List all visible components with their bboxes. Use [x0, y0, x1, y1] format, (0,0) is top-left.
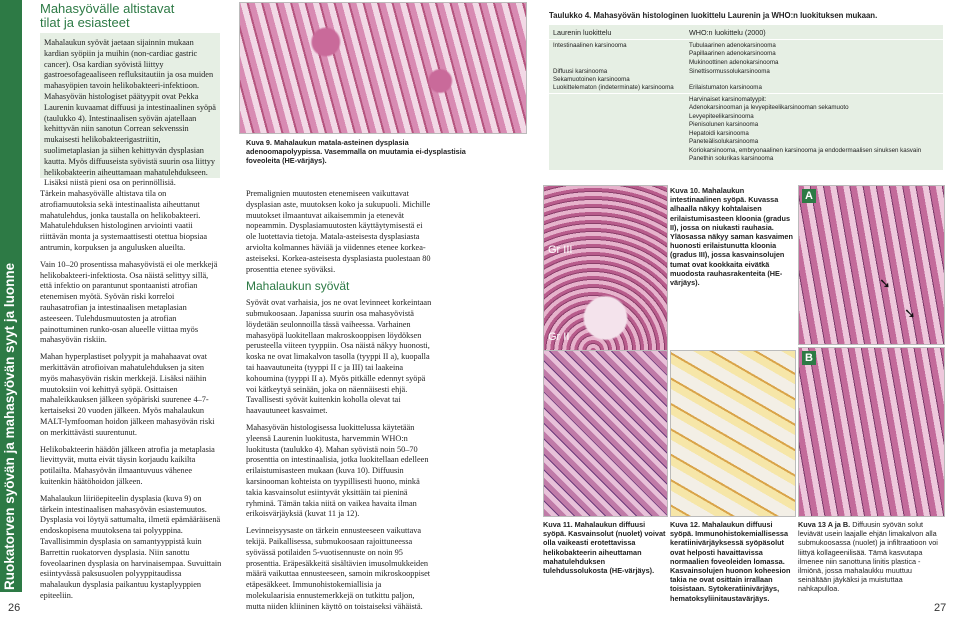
figure-caption-text: Mahalaukun diffuusi syöpä. Kasvainsolut (nuolet) voivat olla vaikeasti erotettavissa helikobakteerin aiheuttaman mahatulehduksen tulehdussolukosta (HE-värjäys).	[543, 520, 666, 576]
arrow-icon: ➘	[879, 277, 891, 292]
table-header-who: WHO:n luokittelu (2000)	[689, 28, 766, 37]
figure-label: Kuva 12.	[670, 520, 701, 529]
section-title-line1: Mahasyövälle altistavat	[40, 1, 175, 16]
table-cell: Paneteälisolukarsinooma	[689, 138, 759, 145]
table-cell: Erilaistumaton karsinooma	[689, 84, 762, 91]
table-cell: Diffuusi karsinooma	[553, 68, 608, 75]
figure-9-image	[239, 2, 527, 134]
table-cell: Harvinaiset karsinomatyypit:	[689, 96, 767, 103]
panel-tag: A	[802, 189, 816, 203]
figure-caption-text: Diffuusin syövän solut leviävät usein laajalle ehjän limakalvon alla submukoosassa (nuolet) ja infiltraatioon voi liittyä kollageenilisää. Tämä kasvutapa ilmenee niin sanottuna linitis plastica -ilmiönä, jossa mahalaukku muuttuu seinältään jäykäksi ja muistuttaa nahkapulloa.	[798, 520, 938, 594]
table-cell: Panethin solurikas karsinooma	[689, 155, 774, 162]
figure-label: Kuva 9.	[246, 138, 272, 147]
figure-13b-image	[798, 347, 945, 517]
page-number-right: 27	[934, 602, 947, 614]
table-cell: Mukinoottinen adenokarsinooma	[689, 59, 779, 66]
running-title-bar	[0, 0, 22, 592]
section-title	[40, 2, 220, 30]
paragraph: Syövät ovat varhaisia, jos ne ovat levinneet korkeintaan submukoosaan. Japanissa suurin osa mahasyövistä löydetään seulonnoilla tässä vaiheessa. Varhainen mahasyöpä luokitellaan makroskooppisen löydöksen perusteella viiteen tyyppiin. Osa näistä näkyy huonosti, koska ne ovat limakalvon tasolla (tyyppi II a), kuopalla tai haavautuneita (tyyppi II c ja III) tai laakeina kohoumina (tyyppi II a). Myös pitkälle edennyt syöpä voi kätkeytyä seinään, joka on näennäisesti ehjä. Tavallisesti syövät kuitenkin koholla olevat tai haavautuneet kasvaimet.	[246, 298, 432, 416]
paragraph: Tärkein mahasyövälle altistava tila on atrofiamuutoksia sekä intestinaalista aiheuttanut mahatulehdus, jonka taustalla on helikobakteeri. Mahatulehduksen histologinen arviointi vaatii riittävän monta ja systemaattisesti otettua biopsiaa antrumin, korpuksen ja angulusken alueilta.	[40, 189, 208, 252]
table-cell: Levyepiteelikarsinooma	[689, 113, 754, 120]
table-cell: Hepatoidi karsinooma	[689, 130, 749, 137]
table-4-title: Taulukko 4. Mahasyövän histologinen luokittelu Laurenin ja WHO:n luokituksen mukaan.	[549, 11, 878, 20]
figure-caption-text: Mahalaukun matala-asteinen dysplasia adenoomapolyypissa. Vasemmalla on muutamia ei-dysplastisia foveoleita (HE-värjäys).	[246, 138, 466, 166]
paragraph: Mahasyövän histologisessa luokittelussa käytetään yleensä Laurenin luokitusta, harvemmin WHO:n luokitusta (taulukko 4). Mahan syövistä noin 50–70 prosenttia on intestinaalisia, jotka luokitellaan edelleen erilaistumisasteen mukaan (kuva 10). Diffuusin karsinooman kohteista on tyypillisesti huono, minkä takia kasvainsolut esiintyvät yksittäin tai pieninä ryhminä. Tämän takia niitä on vaikea havaita ilman erikoisvärjäyksiä (kuvat 11 ja 12).	[246, 422, 429, 519]
figure-label: Kuva 11.	[543, 520, 573, 529]
figure-caption-text: Mahalaukun diffuusi syöpä. Immunohistokemiallisessa keratiinivärjäyksessä syöpäsolut ovat helposti havaittavissa normaalien foveoleiden lomassa. Kasvainsolujen huonon koheesion takia ne ovat osittain irrallaan toisistaan. Sytokeratiinivärjäys, hematoksyliinitaustavärjäys.	[670, 520, 791, 603]
arrow-icon: ➘	[904, 307, 916, 322]
table-cell: Intestinaalinen karsinooma	[553, 42, 627, 49]
grade-label: Gr II	[548, 331, 570, 343]
figure-12-image	[670, 350, 796, 517]
paragraph: Mahan hyperplastiset polyypit ja mahahaavat ovat merkittävän atrofioivan mahatulehduksen ja siten myös mahasyövän riskin merkkejä. Lisäksi näihin muutoksiin voi kehittyä syöpä. Osittaisen mahaleikkauksen jälkeen syöpäriski suurenee 4–7-kertaiseksi 20 vuoden jälkeen. Myös mahalaukun MALT-lymfooman hoidon jälkeen mahasyövän riski on merkittävästi suurentunut.	[40, 352, 215, 437]
table-cell: Koriokarsinooma, embryonaalinen karsinooma ja endodermaalisen sinuksen kasvain	[689, 147, 922, 154]
grade-label: Gr III	[548, 244, 573, 256]
section-heading: Mahalaukun syövät	[246, 279, 350, 294]
paragraph: Mahalaukun liiriöepiteelin dysplasia (kuva 9) on tärkein intestinaalisen mahasyövän esiastemuutos. Dysplasia voi löytyä sattumalta, ilmetä epämääräisenä endoskopisena muutoksena tai polyyppina. Tavallisimmin dysplasia on samantyyppistä kuin Barrettin ruokatorven dysplasia. Niin sanottu foveolaarinen dysplasia on harvinaisempaa. Suvuittain esiintyvässä paksusuolen polyyppitaudissa mahalaukun dysplasia paikantuu kystaplyyppien epiteeliin.	[40, 493, 222, 600]
column-2	[246, 189, 432, 618]
paragraph: Helikobakteerin häädön jälkeen atrofia ja metaplasia lievittyvät, mutta eivät täysin korjaudu kaikilta potilailta. Mahasyövän ilmaantuvuus vähenee kuitenkin häätöhoidon jälkeen.	[40, 444, 215, 486]
table-cell: Adenokarsinooman ja levyepiteelikarsinooman sekamuoto	[689, 104, 849, 111]
table-cell: Luokittelematon (indeterminate) karsinooma	[553, 84, 674, 91]
section-title-line2: tilat ja esiasteet	[40, 15, 130, 30]
figure-caption-text: Mahalaukun intestinaalinen syöpä. Kuvassa alhaalla näkyy kohtalaisen erilaistumisasteen kloonia (gradus II), jossa on niukasti rauhasia. Yläosassa näkyy saman kasvaimen huonosti erilaistunutta kloonia (gradus III), jossa kasvainsolujen tumat ovat kookkaita eivätkä muodosta rauhasrakenteita (HE-värjäys).	[670, 186, 793, 288]
figure-12-caption	[670, 520, 794, 603]
table-cell: Papillaarinen adenokarsinooma	[689, 50, 776, 57]
running-title: Ruokatorven syövän ja mahasyövän syyt ja luonne	[2, 262, 17, 590]
column-1	[40, 189, 222, 608]
table-cell: Tubulaarinen adenokarsinooma	[689, 42, 776, 49]
paragraph: Levinneisyysaste on tärkein ennusteeseen vaikuttava tekijä. Paikallisessa, submukoosaan rajoittuneessa syövässä potilaiden 5-vuotisennuste on noin 95 prosenttia. Eräpesäkkeitä sisältävien imusolmukkeiden määrä vaikuttaa ennusteeseen, samoin mikroskooppiset etäpesäkkeet. Immunohistokemiallisia ja molekulaarisia ennustemerkkejä on tutkittu paljon, mutta niiden kliininen käyttö on toistaiseksi vähäistä.	[246, 526, 431, 611]
table-cell: Pienisolunen karsinooma	[689, 121, 759, 128]
table-cell: Sinettisormussolukarsinooma	[689, 68, 770, 75]
figure-11-caption	[543, 520, 666, 575]
figure-10-caption	[670, 186, 794, 287]
paragraph: Vain 10–20 prosentissa mahasyövistä ei ole merkkejä helikobakteeri-infektiosta. Osa näistä selittyy sillä, että infektio on parantunut spontaanisti atrofian etenemisen myötä. Syövän riski korreloi rauhasatrofian ja intestinaalisen metaplasian asteeseen. Tulehdusmuutosten ja atrofian painottuminen runko-osan alueelle viittaa myös mahasyövän riskiin.	[40, 259, 218, 345]
figure-13a-image	[798, 185, 945, 345]
figure-label: Kuva 10.	[670, 186, 701, 195]
table-4	[549, 25, 943, 170]
paragraph: Premalignien muutosten etenemiseen vaikuttavat dysplasian aste, muutoksen koko ja sukupuoli. Michille muutokset ilmaantuvat aikaisemmin ja etenevät nopeammin. Dysplasiamuutosten käyttäytymisestä ei ole luotettavia tietoja. Matala-asteisesta dysplasiasta arviolta kolmannes häviää ja viidennes etenee korkea-asteiseksi. Korkea-asteisesta dysplasiasta puolestaan 80 prosenttia etenee syöväksi.	[246, 189, 431, 274]
figure-11-image	[543, 350, 668, 517]
figure-13-caption	[798, 520, 943, 594]
table-header-laurens: Laurenin luokittelu	[553, 28, 612, 37]
page-number-left: 26	[8, 602, 21, 614]
panel-tag: B	[802, 351, 816, 365]
figure-label: Kuva 13 A ja B.	[798, 520, 851, 529]
intro-box: Mahalaukun syövät jaetaan sijainnin mukaan kardian syöpiin ja muihin (non-cardiac gastric cancer). Osa kardian syövistä liittyy gastroesofageaaliseen refluksitautiin ja osa muiden mahasyöpien tavoin helikobakteeri-infektioon. Mahasyövän histologiset päätyypit ovat Pekka Laurenin kuvaamat diffuusi ja intestinaalinen syöpä (taulukko 4). Intestinaalisen syövän ajatellaan kehittyvän niin sanotun Correan sekvenssin mukaisesti helikobakteerigastriitin, suolimetaplasian ja siihen kehittyvän dysplasian kautta. Myös diffuuseista syövistä suurin osa liittyy helikobakteerin aiheuttamaan mahatulehdukseen. Lisäksi niistä pieni osa on perinnöllisiä.	[40, 33, 220, 178]
figure-9-caption	[246, 138, 476, 166]
table-cell: Sekamuotoinen karsinooma	[553, 76, 630, 83]
